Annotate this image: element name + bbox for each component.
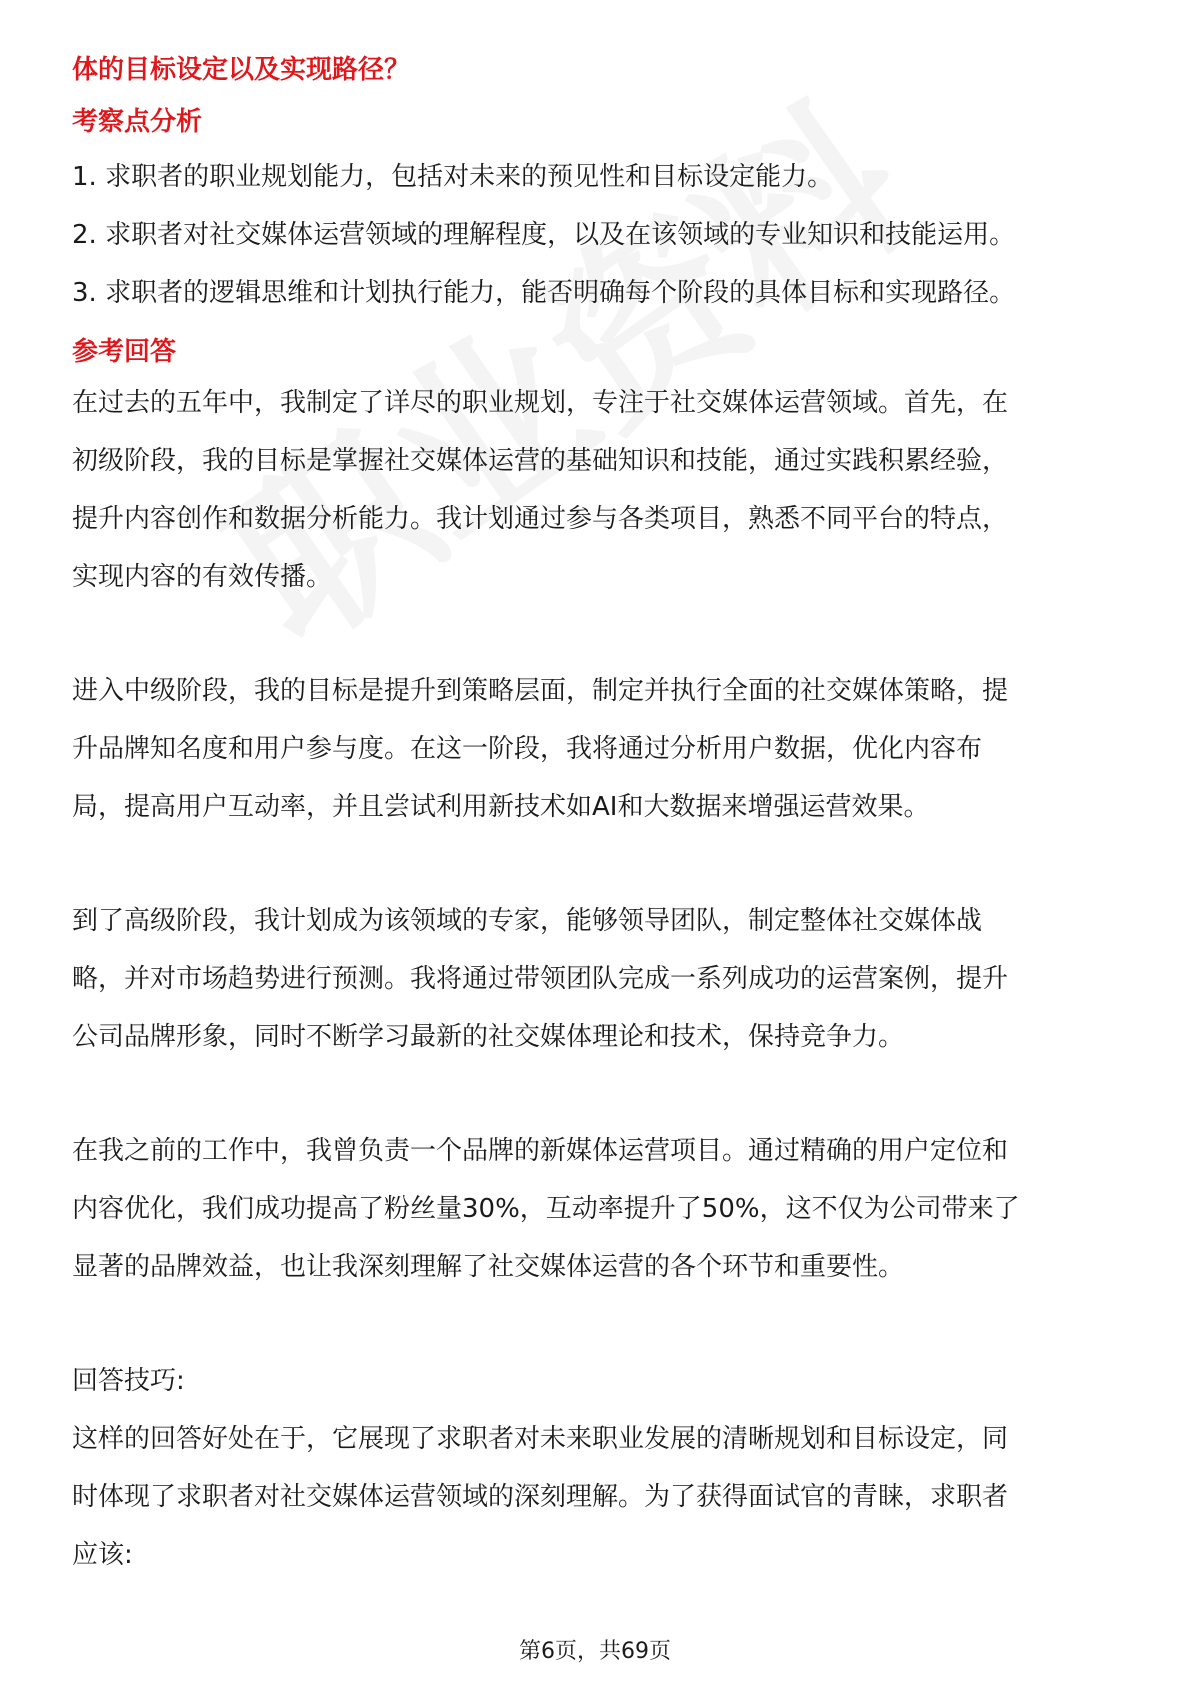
tips-line: 这样的回答好处在于，它展现了求职者对未来职业发展的清晰规划和目标设定，同 — [72, 1424, 1009, 1454]
tips-line: 时体现了求职者对社交媒体运营领域的深刻理解。为了获得面试官的青睐，求职者 — [72, 1482, 1009, 1512]
analysis-item: 3. 求职者的逻辑思维和计划执行能力，能否明确每个阶段的具体目标和实现路径。 — [72, 278, 1016, 308]
answer-line: 内容优化，我们成功提高了粉丝量30%，互动率提升了50%，这不仅为公司带来了 — [72, 1194, 1020, 1224]
tips-line: 应该: — [72, 1540, 133, 1570]
answer-paragraph-1 — [72, 374, 1118, 606]
answer-line: 实现内容的有效传播。 — [72, 562, 333, 592]
answer-line: 提升内容创作和数据分析能力。我计划通过参与各类项目，熟悉不同平台的特点， — [72, 504, 1009, 534]
question-title: 体的目标设定以及实现路径？ — [72, 55, 411, 85]
answer-paragraph-3 — [72, 892, 1118, 1066]
analysis-heading: 考察点分析 — [72, 107, 203, 137]
answer-line: 到了高级阶段，我计划成为该领域的专家，能够领导团队，制定整体社交媒体战 — [72, 906, 983, 936]
answer-heading: 参考回答 — [72, 337, 177, 367]
analysis-list — [72, 148, 1118, 322]
answer-paragraph-4 — [72, 1122, 1118, 1296]
tips-heading: 回答技巧: — [72, 1366, 185, 1396]
page-number: 第6页，共69页 — [519, 1639, 671, 1664]
answer-line: 升品牌知名度和用户参与度。在这一阶段，我将通过分析用户数据，优化内容布 — [72, 734, 983, 764]
answer-line: 显著的品牌效益，也让我深刻理解了社交媒体运营的各个环节和重要性。 — [72, 1252, 905, 1282]
tips-paragraph — [72, 1410, 1118, 1584]
answer-line: 在我之前的工作中，我曾负责一个品牌的新媒体运营项目。通过精确的用户定位和 — [72, 1136, 1009, 1166]
document-page — [72, 48, 1118, 1584]
answer-line: 在过去的五年中，我制定了详尽的职业规划，专注于社交媒体运营领域。首先，在 — [72, 388, 1009, 418]
analysis-item: 1. 求职者的职业规划能力，包括对未来的预见性和目标设定能力。 — [72, 162, 834, 192]
answer-line: 局，提高用户互动率，并且尝试利用新技术如AI和大数据来增强运营效果。 — [72, 792, 930, 822]
answer-line: 进入中级阶段，我的目标是提升到策略层面，制定并执行全面的社交媒体策略，提 — [72, 676, 1009, 706]
analysis-item: 2. 求职者对社交媒体运营领域的理解程度，以及在该领域的专业知识和技能运用。 — [72, 220, 1016, 250]
answer-line: 略，并对市场趋势进行预测。我将通过带领团队完成一系列成功的运营案例，提升 — [72, 964, 1009, 994]
answer-paragraph-2 — [72, 662, 1118, 836]
answer-line: 初级阶段，我的目标是掌握社交媒体运营的基础知识和技能，通过实践积累经验， — [72, 446, 1009, 476]
answer-line: 公司品牌形象，同时不断学习最新的社交媒体理论和技术，保持竞争力。 — [72, 1022, 905, 1052]
